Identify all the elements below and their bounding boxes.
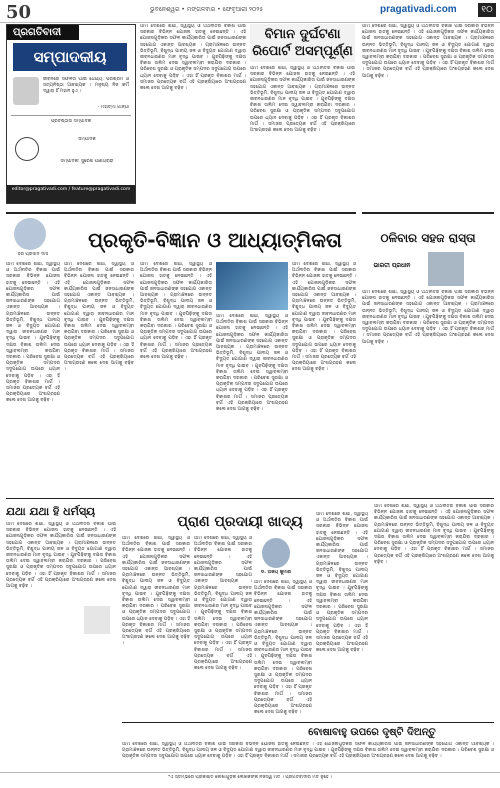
footer-rule [0, 772, 500, 773]
right-feature-headline: ଠଳିବାର ସହଜ ରାସ୍ତା [380, 231, 476, 245]
bottom-center-headline: ପ୍ରାଣ ପ୍ରଦାୟୀ ଖାଦ୍ୟ [177, 514, 303, 530]
main-feature-author: ହରି ପ୍ରସାଦ ଦାସ [17, 252, 49, 257]
site-url[interactable]: pragativadi.com [380, 4, 457, 15]
bottom-right-col: ଆମ ଦେଶରେ ଶିକ୍ଷା, ସ୍ୱାସ୍ଥ୍ୟ ଓ ଅର୍ଥନୀତିର ବିକାଶ ପାଇଁ ସରକାର ବିଭିନ୍ନ ଯୋଜନା ହାତକୁ ନେଇଛନ୍ତି । ଏହି ଯୋଜନାଗୁଡ଼ିକର ସଫଳ କାର୍ଯ୍ୟକାରିତା ପାଇଁ ଜନସାଧାରଣଙ୍କ ସହଯୋଗ ଏକାନ୍ତ ଆବଶ୍ୟକ । ଗ୍ରାମାଞ୍ଚଳରେ ଉନ୍ନତ ଭିତ୍ତିଭୂମି, ବିଶୁଦ୍ଧ ପାନୀୟ ଜଳ ଓ ବିଦ୍ୟୁତ ଯୋଗାଣ ଦ୍ୱାରା ଜୀବନଧାରଣର ମାନ ବୃଦ୍ଧି ପାଇବ । ଯୁବପିଢ଼ିଙ୍କୁ ଦକ୍ଷତା ବିକାଶ ତାଲିମ ଦେଇ ସ୍ୱାବଲମ୍ବୀ କରାଯିବା ଦରକାର । ପରିବେଶ ସୁରକ୍ଷା ଓ ପ୍ରାକୃତିକ ସମ୍ପଦର ସଦୁପଯୋଗ ଉପରେ ଧ୍ୟାନ ଦେବାକୁ ପଡ଼ିବ । ଏହା ହିଁ ପ୍ରକୃତ ବିକାଶର ମାର୍ଗ । ସମାଜର ପ୍ରତ୍ୟେକ ବର୍ଗ ଏହି ପ୍ରକ୍ରିୟାରେ ଅଂଶଗ୍ରହଣ କଲେ ଦେଶ ଆଗକୁ ବଢ଼ିବ । [374, 504, 494, 565]
lead-headline-box [250, 24, 355, 62]
author-photo [14, 218, 46, 250]
quote-text: ଜୀବନରେ ସଫଳତା ପାଇଁ ଧୈର୍ଯ୍ୟ, ପରିଶ୍ରମ ଓ ସତ୍ୟନିଷ୍ଠା ଆବଶ୍ୟକ । ମନୁଷ୍ୟ ନିଜ କର୍ମ ଦ୍ୱାରା ହିଁ ମହାନ ହୁଏ । [43, 77, 129, 95]
date-line: ଭୁବନେଶ୍ୱର • ମଙ୍ଗଳବାର • ଫେବୃଆରୀ ୨୦୨୫ [150, 6, 264, 13]
feature-column-2: ଆମ ଦେଶରେ ଶିକ୍ଷା, ସ୍ୱାସ୍ଥ୍ୟ ଓ ଅର୍ଥନୀତିର ବିକାଶ ପାଇଁ ସରକାର ବିଭିନ୍ନ ଯୋଜନା ହାତକୁ ନେଇଛନ୍ତି । ଏହି ଯୋଜନାଗୁଡ଼ିକର ସଫଳ କାର୍ଯ୍ୟକାରିତା ପାଇଁ ଜନସାଧାରଣଙ୍କ ସହଯୋଗ ଏକାନ୍ତ ଆବଶ୍ୟକ । ଗ୍ରାମାଞ୍ଚଳରେ ଉନ୍ନତ ଭିତ୍ତିଭୂମି, ବିଶୁଦ୍ଧ ପାନୀୟ ଜଳ ଓ ବିଦ୍ୟୁତ ଯୋଗାଣ ଦ୍ୱାରା ଜୀବନଧାରଣର ମାନ ବୃଦ୍ଧି ପାଇବ । ଯୁବପିଢ଼ିଙ୍କୁ ଦକ୍ଷତା ବିକାଶ ତାଲିମ ଦେଇ ସ୍ୱାବଲମ୍ବୀ କରାଯିବା ଦରକାର । ପରିବେଶ ସୁରକ୍ଷା ଓ ପ୍ରାକୃତିକ ସମ୍ପଦର ସଦୁପଯୋଗ ଉପରେ ଧ୍ୟାନ ଦେବାକୁ ପଡ଼ିବ । ଏହା ହିଁ ପ୍ରକୃତ ବିକାଶର ମାର୍ଗ । ସମାଜର ପ୍ରତ୍ୟେକ ବର୍ଗ ଏହି ପ୍ରକ୍ରିୟାରେ ଅଂଶଗ୍ରହଣ କଲେ ଦେଶ ଆଗକୁ ବଢ଼ିବ । [140, 262, 212, 361]
anniversary-logo: 50 [6, 2, 32, 23]
footer-note: *ଏ ସ୍ତମ୍ଭରେ ପ୍ରକାଶିତ ଲେଖାଗୁଡ଼ିକ ଲେଖକଙ୍କ ନିଜସ୍ୱ ମତ । ପ୍ରଗତିବାଦୀର ମତ ନୁହେଁ । [167, 775, 333, 780]
bottom-center-col-3: ଆମ ଦେଶରେ ଶିକ୍ଷା, ସ୍ୱାସ୍ଥ୍ୟ ଓ ଅର୍ଥନୀତିର ବିକାଶ ପାଇଁ ସରକାର ବିଭିନ୍ନ ଯୋଜନା ହାତକୁ ନେଇଛନ୍ତି । ଏହି ଯୋଜନାଗୁଡ଼ିକର ସଫଳ କାର୍ଯ୍ୟକାରିତା ପାଇଁ ଜନସାଧାରଣଙ୍କ ସହଯୋଗ ଏକାନ୍ତ ଆବଶ୍ୟକ । ଗ୍ରାମାଞ୍ଚଳରେ ଉନ୍ନତ ଭିତ୍ତିଭୂମି, ବିଶୁଦ୍ଧ ପାନୀୟ ଜଳ ଓ ବିଦ୍ୟୁତ ଯୋଗାଣ ଦ୍ୱାରା ଜୀବନଧାରଣର ମାନ ବୃଦ୍ଧି ପାଇବ । ଯୁବପିଢ଼ିଙ୍କୁ ଦକ୍ଷତା ବିକାଶ ତାଲିମ ଦେଇ ସ୍ୱାବଲମ୍ବୀ କରାଯିବା ଦରକାର । ପରିବେଶ ସୁରକ୍ଷା ଓ ପ୍ରାକୃତିକ ସମ୍ପଦର ସଦୁପଯୋଗ ଉପରେ ଧ୍ୟାନ ଦେବାକୁ ପଡ଼ିବ । ଏହା ହିଁ ପ୍ରକୃତ ବିକାଶର ମାର୍ଗ । ସମାଜର ପ୍ରତ୍ୟେକ ବର୍ଗ ଏହି ପ୍ରକ୍ରିୟାରେ ଅଂଶଗ୍ରହଣ କଲେ ଦେଶ ଆଗକୁ ବଢ଼ିବ । [254, 580, 312, 716]
bottom-left-body: ଆମ ଦେଶରେ ଶିକ୍ଷା, ସ୍ୱାସ୍ଥ୍ୟ ଓ ଅର୍ଥନୀତିର ବିକାଶ ପାଇଁ ସରକାର ବିଭିନ୍ନ ଯୋଜନା ହାତକୁ ନେଇଛନ୍ତି । ଏହି ଯୋଜନାଗୁଡ଼ିକର ସଫଳ କାର୍ଯ୍ୟକାରିତା ପାଇଁ ଜନସାଧାରଣଙ୍କ ସହଯୋଗ ଏକାନ୍ତ ଆବଶ୍ୟକ । ଗ୍ରାମାଞ୍ଚଳରେ ଉନ୍ନତ ଭିତ୍ତିଭୂମି, ବିଶୁଦ୍ଧ ପାନୀୟ ଜଳ ଓ ବିଦ୍ୟୁତ ଯୋଗାଣ ଦ୍ୱାରା ଜୀବନଧାରଣର ମାନ ବୃଦ୍ଧି ପାଇବ । ଯୁବପିଢ଼ିଙ୍କୁ ଦକ୍ଷତା ବିକାଶ ତାଲିମ ଦେଇ ସ୍ୱାବଲମ୍ବୀ କରାଯିବା ଦରକାର । ପରିବେଶ ସୁରକ୍ଷା ଓ ପ୍ରାକୃତିକ ସମ୍ପଦର ସଦୁପଯୋଗ ଉପରେ ଧ୍ୟାନ ଦେବାକୁ ପଡ଼ିବ । ଏହା ହିଁ ପ୍ରକୃତ ବିକାଶର ମାର୍ଗ । ସମାଜର ପ୍ରତ୍ୟେକ ବର୍ଗ ଏହି ପ୍ରକ୍ରିୟାରେ ଅଂଶଗ୍ରହଣ କଲେ ଦେଶ ଆଗକୁ ବଢ଼ିବ । [6, 522, 116, 590]
bottom-center-col-1: ଆମ ଦେଶରେ ଶିକ୍ଷା, ସ୍ୱାସ୍ଥ୍ୟ ଓ ଅର୍ଥନୀତିର ବିକାଶ ପାଇଁ ସରକାର ବିଭିନ୍ନ ଯୋଜନା ହାତକୁ ନେଇଛନ୍ତି । ଏହି ଯୋଜନାଗୁଡ଼ିକର ସଫଳ କାର୍ଯ୍ୟକାରିତା ପାଇଁ ଜନସାଧାରଣଙ୍କ ସହଯୋଗ ଏକାନ୍ତ ଆବଶ୍ୟକ । ଗ୍ରାମାଞ୍ଚଳରେ ଉନ୍ନତ ଭିତ୍ତିଭୂମି, ବିଶୁଦ୍ଧ ପାନୀୟ ଜଳ ଓ ବିଦ୍ୟୁତ ଯୋଗାଣ ଦ୍ୱାରା ଜୀବନଧାରଣର ମାନ ବୃଦ୍ଧି ପାଇବ । ଯୁବପିଢ଼ିଙ୍କୁ ଦକ୍ଷତା ବିକାଶ ତାଲିମ ଦେଇ ସ୍ୱାବଲମ୍ବୀ କରାଯିବା ଦରକାର । ପରିବେଶ ସୁରକ୍ଷା ଓ ପ୍ରାକୃତିକ ସମ୍ପଦର ସଦୁପଯୋଗ ଉପରେ ଧ୍ୟାନ ଦେବାକୁ ପଡ଼ିବ । ଏହା ହିଁ ପ୍ରକୃତ ବିକାଶର ମାର୍ଗ । ସମାଜର ପ୍ରତ୍ୟେକ ବର୍ଗ ଏହି ପ୍ରକ୍ରିୟାରେ ଅଂଶଗ୍ରହଣ କଲେ ଦେଶ ଆଗକୁ ବଢ଼ିବ । [122, 536, 190, 647]
bottom-strip-body: ଆମ ଦେଶରେ ଶିକ୍ଷା, ସ୍ୱାସ୍ଥ୍ୟ ଓ ଅର୍ଥନୀତିର ବିକାଶ ପାଇଁ ସରକାର ବିଭିନ୍ନ ଯୋଜନା ହାତକୁ ନେଇଛନ୍ତି । ଏହି ଯୋଜନାଗୁଡ଼ିକର ସଫଳ କାର୍ଯ୍ୟକାରିତା ପାଇଁ ଜନସାଧାରଣଙ୍କ ସହଯୋଗ ଏକାନ୍ତ ଆବଶ୍ୟକ । ଗ୍ରାମାଞ୍ଚଳରେ ଉନ୍ନତ ଭିତ୍ତିଭୂମି, ବିଶୁଦ୍ଧ ପାନୀୟ ଜଳ ଓ ବିଦ୍ୟୁତ ଯୋଗାଣ ଦ୍ୱାରା ଜୀବନଧାରଣର ମାନ ବୃଦ୍ଧି ପାଇବ । ଯୁବପିଢ଼ିଙ୍କୁ ଦକ୍ଷତା ବିକାଶ ତାଲିମ ଦେଇ ସ୍ୱାବଲମ୍ବୀ କରାଯିବା ଦରକାର । ପରିବେଶ ସୁରକ୍ଷା ଓ ପ୍ରାକୃତିକ ସମ୍ପଦର ସଦୁପଯୋଗ ଉପରେ ଧ୍ୟାନ ଦେବାକୁ ପଡ଼ିବ । ଏହା ହିଁ ପ୍ରକୃତ ବିକାଶର ମାର୍ଗ । ସମାଜର ପ୍ରତ୍ୟେକ ବର୍ଗ ଏହି ପ୍ରକ୍ରିୟାରେ ଅଂଶଗ୍ରହଣ କଲେ ଦେଶ ଆଗକୁ ବଢ଼ିବ । [122, 742, 494, 760]
feature-column-1: ଆମ ଦେଶରେ ଶିକ୍ଷା, ସ୍ୱାସ୍ଥ୍ୟ ଓ ଅର୍ଥନୀତିର ବିକାଶ ପାଇଁ ସରକାର ବିଭିନ୍ନ ଯୋଜନା ହାତକୁ ନେଇଛନ୍ତି । ଏହି ଯୋଜନାଗୁଡ଼ିକର ସଫଳ କାର୍ଯ୍ୟକାରିତା ପାଇଁ ଜନସାଧାରଣଙ୍କ ସହଯୋଗ ଏକାନ୍ତ ଆବଶ୍ୟକ । ଗ୍ରାମାଞ୍ଚଳରେ ଉନ୍ନତ ଭିତ୍ତିଭୂମି, ବିଶୁଦ୍ଧ ପାନୀୟ ଜଳ ଓ ବିଦ୍ୟୁତ ଯୋଗାଣ ଦ୍ୱାରା ଜୀବନଧାରଣର ମାନ ବୃଦ୍ଧି ପାଇବ । ଯୁବପିଢ଼ିଙ୍କୁ ଦକ୍ଷତା ବିକାଶ ତାଲିମ ଦେଇ ସ୍ୱାବଲମ୍ବୀ କରାଯିବା ଦରକାର । ପରିବେଶ ସୁରକ୍ଷା ଓ ପ୍ରାକୃତିକ ସମ୍ପଦର ସଦୁପଯୋଗ ଉପରେ ଧ୍ୟାନ ଦେବାକୁ ପଡ଼ିବ । ଏହା ହିଁ ପ୍ରକୃତ ବିକାଶର ମାର୍ଗ । ସମାଜର ପ୍ରତ୍ୟେକ ବର୍ଗ ଏହି ପ୍ରକ୍ରିୟାରେ ଅଂଶଗ୍ରହଣ କଲେ ଦେଶ ଆଗକୁ ବଢ଼ିବ । [64, 262, 134, 373]
right-top-column: ଆମ ଦେଶରେ ଶିକ୍ଷା, ସ୍ୱାସ୍ଥ୍ୟ ଓ ଅର୍ଥନୀତିର ବିକାଶ ପାଇଁ ସରକାର ବିଭିନ୍ନ ଯୋଜନା ହାତକୁ ନେଇଛନ୍ତି । ଏହି ଯୋଜନାଗୁଡ଼ିକର ସଫଳ କାର୍ଯ୍ୟକାରିତା ପାଇଁ ଜନସାଧାରଣଙ୍କ ସହଯୋଗ ଏକାନ୍ତ ଆବଶ୍ୟକ । ଗ୍ରାମାଞ୍ଚଳରେ ଉନ୍ନତ ଭିତ୍ତିଭୂମି, ବିଶୁଦ୍ଧ ପାନୀୟ ଜଳ ଓ ବିଦ୍ୟୁତ ଯୋଗାଣ ଦ୍ୱାରା ଜୀବନଧାରଣର ମାନ ବୃଦ୍ଧି ପାଇବ । ଯୁବପିଢ଼ିଙ୍କୁ ଦକ୍ଷତା ବିକାଶ ତାଲିମ ଦେଇ ସ୍ୱାବଲମ୍ବୀ କରାଯିବା ଦରକାର । ପରିବେଶ ସୁରକ୍ଷା ଓ ପ୍ରାକୃତିକ ସମ୍ପଦର ସଦୁପଯୋଗ ଉପରେ ଧ୍ୟାନ ଦେବାକୁ ପଡ଼ିବ । ଏହା ହିଁ ପ୍ରକୃତ ବିକାଶର ମାର୍ଗ । ସମାଜର ପ୍ରତ୍ୟେକ ବର୍ଗ ଏହି ପ୍ରକ୍ରିୟାରେ ଅଂଶଗ୍ରହଣ କଲେ ଦେଶ ଆଗକୁ ବଢ଼ିବ । [362, 24, 494, 79]
bottom-center-author: ଡ. ଅଜୟ କୁମାର [260, 570, 292, 575]
brand-emblem [15, 137, 39, 161]
bottom-center-author-photo [262, 538, 290, 568]
rule [6, 212, 356, 214]
right-author-photo [428, 252, 464, 286]
lead-headline: ବିମାନ ଦୁର୍ଘଟଣା ରିପୋର୍ଟ ଅସମ୍ପୂର୍ଣ୍ଣ [252, 27, 353, 59]
editor-label: ସମ୍ପାଦକ [78, 137, 96, 142]
rule [6, 498, 494, 499]
lead-column-2: ଆମ ଦେଶରେ ଶିକ୍ଷା, ସ୍ୱାସ୍ଥ୍ୟ ଓ ଅର୍ଥନୀତିର ବିକାଶ ପାଇଁ ସରକାର ବିଭିନ୍ନ ଯୋଜନା ହାତକୁ ନେଇଛନ୍ତି । ଏହି ଯୋଜନାଗୁଡ଼ିକର ସଫଳ କାର୍ଯ୍ୟକାରିତା ପାଇଁ ଜନସାଧାରଣଙ୍କ ସହଯୋଗ ଏକାନ୍ତ ଆବଶ୍ୟକ । ଗ୍ରାମାଞ୍ଚଳରେ ଉନ୍ନତ ଭିତ୍ତିଭୂମି, ବିଶୁଦ୍ଧ ପାନୀୟ ଜଳ ଓ ବିଦ୍ୟୁତ ଯୋଗାଣ ଦ୍ୱାରା ଜୀବନଧାରଣର ମାନ ବୃଦ୍ଧି ପାଇବ । ଯୁବପିଢ଼ିଙ୍କୁ ଦକ୍ଷତା ବିକାଶ ତାଲିମ ଦେଇ ସ୍ୱାବଲମ୍ବୀ କରାଯିବା ଦରକାର । ପରିବେଶ ସୁରକ୍ଷା ଓ ପ୍ରାକୃତିକ ସମ୍ପଦର ସଦୁପଯୋଗ ଉପରେ ଧ୍ୟାନ ଦେବାକୁ ପଡ଼ିବ । ଏହା ହିଁ ପ୍ରକୃତ ବିକାଶର ମାର୍ଗ । ସମାଜର ପ୍ରତ୍ୟେକ ବର୍ଗ ଏହି ପ୍ରକ୍ରିୟାରେ ଅଂଶଗ୍ରହଣ କଲେ ଦେଶ ଆଗକୁ ବଢ଼ିବ । [250, 66, 355, 134]
bottom-left-image [84, 606, 110, 634]
brand-label: ପ୍ରଗତିବାଦୀ [7, 25, 79, 40]
bottom-left-headline: ଯଥା ଯଥା ହି ଧର୍ମସ୍ୟ [6, 505, 96, 518]
contact-strip[interactable]: editor@pragativadi.com / feature@pragativadi.com [7, 185, 135, 203]
lead-column-1: ଆମ ଦେଶରେ ଶିକ୍ଷା, ସ୍ୱାସ୍ଥ୍ୟ ଓ ଅର୍ଥନୀତିର ବିକାଶ ପାଇଁ ସରକାର ବିଭିନ୍ନ ଯୋଜନା ହାତକୁ ନେଇଛନ୍ତି । ଏହି ଯୋଜନାଗୁଡ଼ିକର ସଫଳ କାର୍ଯ୍ୟକାରିତା ପାଇଁ ଜନସାଧାରଣଙ୍କ ସହଯୋଗ ଏକାନ୍ତ ଆବଶ୍ୟକ । ଗ୍ରାମାଞ୍ଚଳରେ ଉନ୍ନତ ଭିତ୍ତିଭୂମି, ବିଶୁଦ୍ଧ ପାନୀୟ ଜଳ ଓ ବିଦ୍ୟୁତ ଯୋଗାଣ ଦ୍ୱାରା ଜୀବନଧାରଣର ମାନ ବୃଦ୍ଧି ପାଇବ । ଯୁବପିଢ଼ିଙ୍କୁ ଦକ୍ଷତା ବିକାଶ ତାଲିମ ଦେଇ ସ୍ୱାବଲମ୍ବୀ କରାଯିବା ଦରକାର । ପରିବେଶ ସୁରକ୍ଷା ଓ ପ୍ରାକୃତିକ ସମ୍ପଦର ସଦୁପଯୋଗ ଉପରେ ଧ୍ୟାନ ଦେବାକୁ ପଡ଼ିବ । ଏହା ହିଁ ପ୍ରକୃତ ବିକାଶର ମାର୍ଗ । ସମାଜର ପ୍ରତ୍ୟେକ ବର୍ଗ ଏହି ପ୍ରକ୍ରିୟାରେ ଅଂଶଗ୍ରହଣ କଲେ ଦେଶ ଆଗକୁ ବଢ଼ିବ । [140, 24, 246, 92]
feature-column-3: ଆମ ଦେଶରେ ଶିକ୍ଷା, ସ୍ୱାସ୍ଥ୍ୟ ଓ ଅର୍ଥନୀତିର ବିକାଶ ପାଇଁ ସରକାର ବିଭିନ୍ନ ଯୋଜନା ହାତକୁ ନେଇଛନ୍ତି । ଏହି ଯୋଜନାଗୁଡ଼ିକର ସଫଳ କାର୍ଯ୍ୟକାରିତା ପାଇଁ ଜନସାଧାରଣଙ୍କ ସହଯୋଗ ଏକାନ୍ତ ଆବଶ୍ୟକ । ଗ୍ରାମାଞ୍ଚଳରେ ଉନ୍ନତ ଭିତ୍ତିଭୂମି, ବିଶୁଦ୍ଧ ପାନୀୟ ଜଳ ଓ ବିଦ୍ୟୁତ ଯୋଗାଣ ଦ୍ୱାରା ଜୀବନଧାରଣର ମାନ ବୃଦ୍ଧି ପାଇବ । ଯୁବପିଢ଼ିଙ୍କୁ ଦକ୍ଷତା ବିକାଶ ତାଲିମ ଦେଇ ସ୍ୱାବଲମ୍ବୀ କରାଯିବା ଦରକାର । ପରିବେଶ ସୁରକ୍ଷା ଓ ପ୍ରାକୃତିକ ସମ୍ପଦର ସଦୁପଯୋଗ ଉପରେ ଧ୍ୟାନ ଦେବାକୁ ପଡ଼ିବ । ଏହା ହିଁ ପ୍ରକୃତ ବିକାଶର ମାର୍ଗ । ସମାଜର ପ୍ରତ୍ୟେକ ବର୍ଗ ଏହି ପ୍ରକ୍ରିୟାରେ ଅଂଶଗ୍ରହଣ କଲେ ଦେଶ ଆଗକୁ ବଢ଼ିବ । [216, 314, 288, 413]
feature-pullquote-column: ଆମ ଦେଶରେ ଶିକ୍ଷା, ସ୍ୱାସ୍ଥ୍ୟ ଓ ଅର୍ଥନୀତିର ବିକାଶ ପାଇଁ ସରକାର ବିଭିନ୍ନ ଯୋଜନା ହାତକୁ ନେଇଛନ୍ତି । ଏହି ଯୋଜନାଗୁଡ଼ିକର ସଫଳ କାର୍ଯ୍ୟକାରିତା ପାଇଁ ଜନସାଧାରଣଙ୍କ ସହଯୋଗ ଏକାନ୍ତ ଆବଶ୍ୟକ । ଗ୍ରାମାଞ୍ଚଳରେ ଉନ୍ନତ ଭିତ୍ତିଭୂମି, ବିଶୁଦ୍ଧ ପାନୀୟ ଜଳ ଓ ବିଦ୍ୟୁତ ଯୋଗାଣ ଦ୍ୱାରା ଜୀବନଧାରଣର ମାନ ବୃଦ୍ଧି ପାଇବ । ଯୁବପିଢ଼ିଙ୍କୁ ଦକ୍ଷତା ବିକାଶ ତାଲିମ ଦେଇ ସ୍ୱାବଲମ୍ବୀ କରାଯିବା ଦରକାର । ପରିବେଶ ସୁରକ୍ଷା ଓ ପ୍ରାକୃତିକ ସମ୍ପଦର ସଦୁପଯୋଗ ଉପରେ ଧ୍ୟାନ ଦେବାକୁ ପଡ଼ିବ । ଏହା ହିଁ ପ୍ରକୃତ ବିକାଶର ମାର୍ଗ । ସମାଜର ପ୍ରତ୍ୟେକ ବର୍ଗ ଏହି ପ୍ରକ୍ରିୟାରେ ଅଂଶଗ୍ରହଣ କଲେ ଦେଶ ଆଗକୁ ବଢ଼ିବ । [6, 262, 60, 404]
rule [362, 212, 494, 214]
rule [122, 722, 494, 723]
right-feature-author: ଭାରତୀ ପ୍ରଧାନ [373, 262, 411, 269]
founder-label: ପ୍ରତିଷ୍ଠାତା ସମ୍ପାଦକ [50, 119, 92, 124]
lead-story-area [140, 24, 355, 210]
gandhi-portrait [13, 77, 39, 105]
bottom-center-col-2: ଆମ ଦେଶରେ ଶିକ୍ଷା, ସ୍ୱାସ୍ଥ୍ୟ ଓ ଅର୍ଥନୀତିର ବିକାଶ ପାଇଁ ସରକାର ବିଭିନ୍ନ ଯୋଜନା ହାତକୁ ନେଇଛନ୍ତି । ଏହି ଯୋଜନାଗୁଡ଼ିକର ସଫଳ କାର୍ଯ୍ୟକାରିତା ପାଇଁ ଜନସାଧାରଣଙ୍କ ସହଯୋଗ ଏକାନ୍ତ ଆବଶ୍ୟକ । ଗ୍ରାମାଞ୍ଚଳରେ ଉନ୍ନତ ଭିତ୍ତିଭୂମି, ବିଶୁଦ୍ଧ ପାନୀୟ ଜଳ ଓ ବିଦ୍ୟୁତ ଯୋଗାଣ ଦ୍ୱାରା ଜୀବନଧାରଣର ମାନ ବୃଦ୍ଧି ପାଇବ । ଯୁବପିଢ଼ିଙ୍କୁ ଦକ୍ଷତା ବିକାଶ ତାଲିମ ଦେଇ ସ୍ୱାବଲମ୍ବୀ କରାଯିବା ଦରକାର । ପରିବେଶ ସୁରକ୍ଷା ଓ ପ୍ରାକୃତିକ ସମ୍ପଦର ସଦୁପଯୋଗ ଉପରେ ଧ୍ୟାନ ଦେବାକୁ ପଡ଼ିବ । ଏହା ହିଁ ପ୍ରକୃତ ବିକାଶର ମାର୍ଗ । ସମାଜର ପ୍ରତ୍ୟେକ ବର୍ଗ ଏହି ପ୍ରକ୍ରିୟାରେ ଅଂଶଗ୍ରହଣ କଲେ ଦେଶ ଆଗକୁ ବଢ଼ିବ । [194, 536, 252, 672]
right-feature-body: ଆମ ଦେଶରେ ଶିକ୍ଷା, ସ୍ୱାସ୍ଥ୍ୟ ଓ ଅର୍ଥନୀତିର ବିକାଶ ପାଇଁ ସରକାର ବିଭିନ୍ନ ଯୋଜନା ହାତକୁ ନେଇଛନ୍ତି । ଏହି ଯୋଜନାଗୁଡ଼ିକର ସଫଳ କାର୍ଯ୍ୟକାରିତା ପାଇଁ ଜନସାଧାରଣଙ୍କ ସହଯୋଗ ଏକାନ୍ତ ଆବଶ୍ୟକ । ଗ୍ରାମାଞ୍ଚଳରେ ଉନ୍ନତ ଭିତ୍ତିଭୂମି, ବିଶୁଦ୍ଧ ପାନୀୟ ଜଳ ଓ ବିଦ୍ୟୁତ ଯୋଗାଣ ଦ୍ୱାରା ଜୀବନଧାରଣର ମାନ ବୃଦ୍ଧି ପାଇବ । ଯୁବପିଢ଼ିଙ୍କୁ ଦକ୍ଷତା ବିକାଶ ତାଲିମ ଦେଇ ସ୍ୱାବଲମ୍ବୀ କରାଯିବା ଦରକାର । ପରିବେଶ ସୁରକ୍ଷା ଓ ପ୍ରାକୃତିକ ସମ୍ପଦର ସଦୁପଯୋଗ ଉପରେ ଧ୍ୟାନ ଦେବାକୁ ପଡ଼ିବ । ଏହା ହିଁ ପ୍ରକୃତ ବିକାଶର ମାର୍ଗ । ସମାଜର ପ୍ରତ୍ୟେକ ବର୍ଗ ଏହି ପ୍ରକ୍ରିୟାରେ ଅଂଶଗ୍ରହଣ କଲେ ଦେଶ ଆଗକୁ ବଢ଼ିବ । [362, 290, 494, 345]
feature-image [216, 262, 288, 310]
section-title: ସମ୍ପାଦକୀୟ [13, 43, 127, 71]
quote-author: - ମହାତ୍ମା ଗାନ୍ଧୀ [97, 105, 129, 110]
editorial-masthead [6, 24, 136, 204]
feature-column-4: ଆମ ଦେଶରେ ଶିକ୍ଷା, ସ୍ୱାସ୍ଥ୍ୟ ଓ ଅର୍ଥନୀତିର ବିକାଶ ପାଇଁ ସରକାର ବିଭିନ୍ନ ଯୋଜନା ହାତକୁ ନେଇଛନ୍ତି । ଏହି ଯୋଜନାଗୁଡ଼ିକର ସଫଳ କାର୍ଯ୍ୟକାରିତା ପାଇଁ ଜନସାଧାରଣଙ୍କ ସହଯୋଗ ଏକାନ୍ତ ଆବଶ୍ୟକ । ଗ୍ରାମାଞ୍ଚଳରେ ଉନ୍ନତ ଭିତ୍ତିଭୂମି, ବିଶୁଦ୍ଧ ପାନୀୟ ଜଳ ଓ ବିଦ୍ୟୁତ ଯୋଗାଣ ଦ୍ୱାରା ଜୀବନଧାରଣର ମାନ ବୃଦ୍ଧି ପାଇବ । ଯୁବପିଢ଼ିଙ୍କୁ ଦକ୍ଷତା ବିକାଶ ତାଲିମ ଦେଇ ସ୍ୱାବଲମ୍ବୀ କରାଯିବା ଦରକାର । ପରିବେଶ ସୁରକ୍ଷା ଓ ପ୍ରାକୃତିକ ସମ୍ପଦର ସଦୁପଯୋଗ ଉପରେ ଧ୍ୟାନ ଦେବାକୁ ପଡ଼ିବ । ଏହା ହିଁ ପ୍ରକୃତ ବିକାଶର ମାର୍ଗ । ସମାଜର ପ୍ରତ୍ୟେକ ବର୍ଗ ଏହି ପ୍ରକ୍ରିୟାରେ ଅଂଶଗ୍ରହଣ କଲେ ଦେଶ ଆଗକୁ ବଢ଼ିବ । [292, 262, 356, 373]
bottom-center-col-4: ଆମ ଦେଶରେ ଶିକ୍ଷା, ସ୍ୱାସ୍ଥ୍ୟ ଓ ଅର୍ଥନୀତିର ବିକାଶ ପାଇଁ ସରକାର ବିଭିନ୍ନ ଯୋଜନା ହାତକୁ ନେଇଛନ୍ତି । ଏହି ଯୋଜନାଗୁଡ଼ିକର ସଫଳ କାର୍ଯ୍ୟକାରିତା ପାଇଁ ଜନସାଧାରଣଙ୍କ ସହଯୋଗ ଏକାନ୍ତ ଆବଶ୍ୟକ । ଗ୍ରାମାଞ୍ଚଳରେ ଉନ୍ନତ ଭିତ୍ତିଭୂମି, ବିଶୁଦ୍ଧ ପାନୀୟ ଜଳ ଓ ବିଦ୍ୟୁତ ଯୋଗାଣ ଦ୍ୱାରା ଜୀବନଧାରଣର ମାନ ବୃଦ୍ଧି ପାଇବ । ଯୁବପିଢ଼ିଙ୍କୁ ଦକ୍ଷତା ବିକାଶ ତାଲିମ ଦେଇ ସ୍ୱାବଲମ୍ବୀ କରାଯିବା ଦରକାର । ପରିବେଶ ସୁରକ୍ଷା ଓ ପ୍ରାକୃତିକ ସମ୍ପଦର ସଦୁପଯୋଗ ଉପରେ ଧ୍ୟାନ ଦେବାକୁ ପଡ଼ିବ । ଏହା ହିଁ ପ୍ରକୃତ ବିକାଶର ମାର୍ଗ । ସମାଜର ପ୍ରତ୍ୟେକ ବର୍ଗ ଏହି ପ୍ରକ୍ରିୟାରେ ଅଂଶଗ୍ରହଣ କଲେ ଦେଶ ଆଗକୁ ବଢ଼ିବ । [316, 512, 368, 654]
page-number: ୧୦ [478, 3, 496, 17]
main-feature-headline: ପ୍ରକୃତି-ବିଜ୍ଞାନ ଓ ଆଧ୍ୟାତ୍ମିକତା [88, 228, 342, 252]
editor-name: ସମ୍ପାଦକ: ସୁରେଶ ପାଣିଗ୍ରାହୀ [60, 159, 114, 164]
bottom-strip-headline: ବୋଷାବାହୁ ଉପରେ ଦୃଷ୍ଟି ଦିଅନ୍ତୁ [308, 727, 436, 738]
divider [11, 115, 131, 116]
